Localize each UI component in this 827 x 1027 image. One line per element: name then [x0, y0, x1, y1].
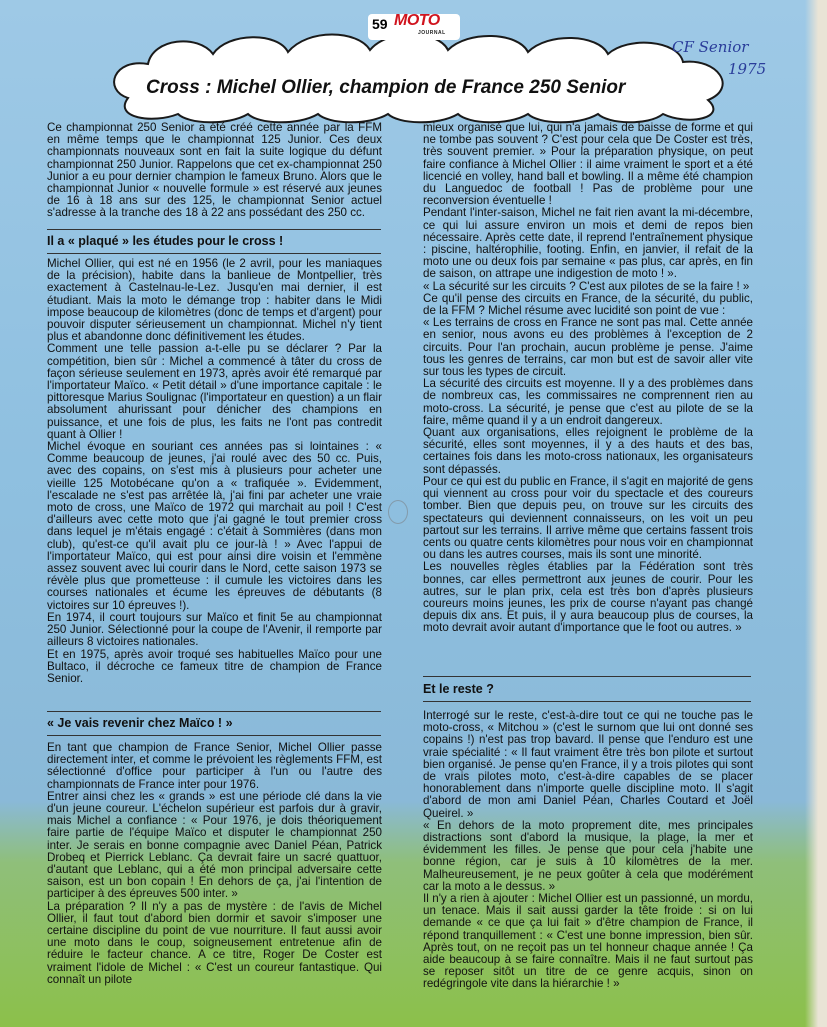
paragraph: La préparation ? Il n'y a pas de mystère : de l'avis de Michel Ollier, il faut tout d'abord bien dormir et savoir s'imposer une certaine discipline du point de vue nourriture. Il faut aussi avoir une moto dans le coup, soigneusement entretenue afin de réduire le facteur chance. A ce titre, Roger De Coster est vraiment l'idole de Michel : « C'est un coureur fantastique. Qui connaît un pilote	[47, 899, 382, 986]
section-heading: Et le reste ?	[423, 682, 494, 696]
paragraph: Ce qu'il pense des circuits en France, de la sécurité, du public, de la FFM ? Michel résume avec lucidité son point de vue :	[423, 291, 753, 318]
left-column-body1	[47, 258, 382, 685]
handwritten-note-line2: 1975	[728, 60, 767, 78]
section-divider	[47, 711, 381, 712]
section-divider	[47, 229, 381, 230]
section-divider	[423, 701, 751, 702]
magazine-logo-sub: JOURNAL	[418, 30, 446, 36]
page-number: 59	[372, 16, 388, 32]
right-column-section	[423, 682, 753, 696]
left-column-body2	[47, 742, 382, 986]
paragraph: mieux organisé que lui, qui n'a jamais de baisse de forme et qui ne tombe pas souvent ? C'est pour cela que De Coster est très, très souvent premier. » Pour la préparation physique, on peut faire confiance à Michel Ollier : il aime vraiment le sport et a été licencié en volley, hand ball et bowling. Il a même été champion du Languedoc de football ! Pas de problème pour une reconversion éventuelle !	[423, 121, 753, 208]
paragraph: « Les terrains de cross en France ne sont pas mal. Cette année en senior, nous avons eu des problèmes à l'exception de 2 circuits. Pour l'an prochain, aucun problème je pense. J'aime tous les genres de terrains, car mon but est de savoir aller vite sur tous les types de circuit.	[423, 316, 753, 379]
paragraph: En tant que champion de France Senior, Michel Ollier passe directement inter, et comme le prévoient les règlements FFM, est sélectionné d'office pour participer à l'un ou l'autre des championnats de France inter pour 1976.	[47, 741, 382, 791]
section-divider	[47, 253, 381, 254]
stain-mark	[388, 500, 408, 524]
article-title: Cross : Michel Ollier, champion de France 250 Senior	[146, 77, 626, 98]
left-column-section1	[47, 234, 382, 248]
section-heading: « Je vais revenir chez Maïco ! »	[47, 716, 233, 730]
paragraph: « La sécurité sur les circuits ? C'est aux pilotes de se la faire ! »	[423, 279, 750, 293]
paragraph: Pendant l'inter-saison, Michel ne fait rien avant la mi-décembre, ce qui lui assure environ un mois et demi de repos bien nécessaire. Après cette date, il reprend l'entraînement physique : piscine, haltérophilie, footing. Enfin, en janvier, il refait de la moto une ou deux fois par semaine « pas plus, car après, en fin de saison, on attrape une indigestion de moto ! ».	[423, 206, 753, 281]
section-divider	[47, 735, 381, 736]
intro-paragraph: Ce championnat 250 Senior a été créé cette année par la FFM en même temps que le championnat 125 Junior. Ces deux championnats nouveaux sont en fait la suite logique du défunt championnat 250 Junior. Rappelons que cet ex-championnat 250 Junior a eu pour dernier champion le fameux Bruno. Alors que le championnat Junior « nouvelle formule » est réservé aux jeunes de 16 à 18 ans sur des 125, le championnat Senior actuel s'adresse à la tranche des 18 à 22 ans possédant des 250 cc.	[47, 121, 382, 220]
right-column-body2	[423, 710, 753, 991]
paragraph: Michel évoque en souriant ces années pas si lointaines : « Comme beaucoup de jeunes, j'ai roulé avec des 50 cc. Puis, avec des copains, on s'est mis à plusieurs pour acheter une vieille 125 Motobécane qu'on a « trafiquée ». Evidemment, l'escalade ne s'est pas arrêtée là, j'ai fini par acheter une vraie moto de cross, une Maïco de 1972 qui marchait au poil ! C'est d'ailleurs avec cette moto que j'ai gagné le tout premier cross dans lequel je m'étais engagé : c'était à Sommières (dans mon club), qu'est-ce qu'il avait plu ce jour-là ! » Avec l'appui de l'importateur Maïco, qui est pour ainsi dire voisin et l'emmène assez souvent avec lui courir dans le Nord, cette saison 1973 se révèle plus que prometteuse : il cumule les victoires dans les courses nationales et écume les épreuves de débutants (8 victoires sur 10 épreuves !).	[47, 440, 382, 612]
left-column	[47, 122, 382, 220]
paragraph: Interrogé sur le reste, c'est-à-dire tout ce qui ne touche pas le moto-cross, « Mitchou » (c'est le surnom que lui ont donné ses copains !) n'est pas trop bavard. Il pense que l'enduro est une vraie spécialité : « Il faut vraiment être très bon pilote et surtout bien organisé. Je pense qu'en France, il y a trois pilotes qui sont de vrais pilotes moto, c'est-à-dire capables de se placer honorablement dans n'importe quelle discipline moto. Il s'agit d'abord de mon ami Daniel Péan, Charles Coutard et Joël Queirel. »	[423, 709, 753, 820]
paragraph: Pour ce qui est du public en France, il s'agit en majorité de gens qui viennent au cross pour voir du spectacle et des coureurs tomber. Bien que depuis peu, on trouve sur les circuits des spectateurs qui deviennent connaisseurs, on les voit un peu partout sur les terrains. Il arrive même que certains fassent trois cents ou quatre cents kilomètres pour nous voir en championnat ou dans les autres courses, mais ils sont une minorité.	[423, 474, 753, 562]
paragraph: Michel Ollier, qui est né en 1956 (le 2 avril, pour les maniaques de la précision), habite dans la banlieue de Montpellier, très exactement à Castelnau-le-Lez. Jusqu'en mai dernier, il est étudiant. Mais la moto le démange trop : habiter dans le Midi impose beaucoup de kilomètres (donc de temps et d'argent) pour pouvoir disputer sérieusement un championnat. Michel n'y tient plus et abandonne donc définitivement les études.	[47, 257, 382, 344]
paragraph: En 1974, il court toujours sur Maïco et finit 5e au championnat 250 Junior. Sélectionné pour la coupe de l'Avenir, il remporte par ailleurs 8 victoires nationales.	[47, 610, 382, 649]
section-heading: Il a « plaqué » les études pour le cross !	[47, 234, 284, 248]
handwritten-note-line1: CF Senior	[672, 38, 749, 56]
paragraph: Comment une telle passion a-t-elle pu se déclarer ? Par la compétition, bien sûr : Michel a commencé à tâter du cross de façon sérieuse seulement en 1973, après avoir été remarqué par l'importateur Maïco. « Petit détail » d'une importance capitale : le pittoresque Marius Soulignac (l'importateur en question) a un flair absolument ahurissant pour dénicher des champions en puissance, et une fois de plus, les faits ne l'ont pas contredit quant à Ollier !	[47, 342, 382, 441]
paragraph: Entrer ainsi chez les « grands » est une période clé dans la vie d'un jeune coureur. L'échelon supérieur est parfois dur à gravir, mais Michel a confiance : « Pour 1976, je dois théoriquement faire partie de l'équipe Maïco et disputer le championnat 250 inter. Je serais en bonne compagnie avec Daniel Péan, Patrick Drobeq et Pierrick Leblanc. Ça devrait faire un sacré quattuor, d'autant que Leblanc, qui a été mon principal adversaire cette saison, est un bon copain ! En dehors de ça, j'ai l'intention de participer à des épreuves 500 inter. »	[47, 789, 382, 901]
paper-edge	[805, 0, 827, 1027]
paragraph: Et en 1975, après avoir troqué ses habituelles Maïco pour une Bultaco, il décroche ce fameux titre de champion de France Senior.	[47, 647, 382, 685]
paragraph: Quant aux organisations, elles rejoignent le problème de la sécurité, elles sont moyennes, il y a des hauts et des bas, certaines fois dans les moto-cross nationaux, les organisateurs sont dépassés.	[423, 426, 753, 476]
right-column	[423, 122, 753, 635]
magazine-logo: MOTO	[394, 12, 440, 29]
paragraph: Il n'y a rien à ajouter : Michel Ollier est un passionné, un mordu, un tenace. Mais il sait aussi garder la tête froide : si on lui demande « ce que ça lui fait » d'être champion de France, il répond tranquillement : « C'est une bonne impression, bien sûr. Après tout, on ne reçoit pas un tel honneur chaque année ! Ça aide beaucoup à se faire connaître. Mais il ne faut surtout pas se reposer sitôt un titre de ce genre acquis, sinon on redégringole vite dans la hiérarchie ! »	[423, 892, 753, 991]
paragraph: La sécurité des circuits est moyenne. Il y a des problèmes dans de nombreux cas, les commissaires ne comprennent rien au moto-cross. La sécurité, je pense que c'est au pilote de se la faire, même quand il y a un endroit dangereux.	[423, 377, 753, 427]
paragraph: Les nouvelles règles établies par la Fédération sont très bonnes, car elles permettront aux jeunes de courir. Pour les autres, sur le plan prix, cela est très bon d'après plusieurs coureurs moins jeunes, les prix de course n'ayant pas changé depuis dix ans. Et puis, il y aura beaucoup plus de courses, la moto devrait avoir autant d'importance que le foot ou autres. »	[423, 560, 753, 635]
left-column-section2	[47, 716, 382, 730]
title-cloud	[108, 28, 733, 124]
section-divider	[423, 676, 751, 677]
paragraph: « En dehors de la moto proprement dite, mes principales distractions sont d'abord la musique, la plage, la mer et évidemment les filles. Je pense que pour cela j'habite une bonne région, car je suis à 10 kilomètres de la mer. Malheureusement, je ne peux goûter à cela que modérément car la moto a le dessus. »	[423, 818, 753, 893]
